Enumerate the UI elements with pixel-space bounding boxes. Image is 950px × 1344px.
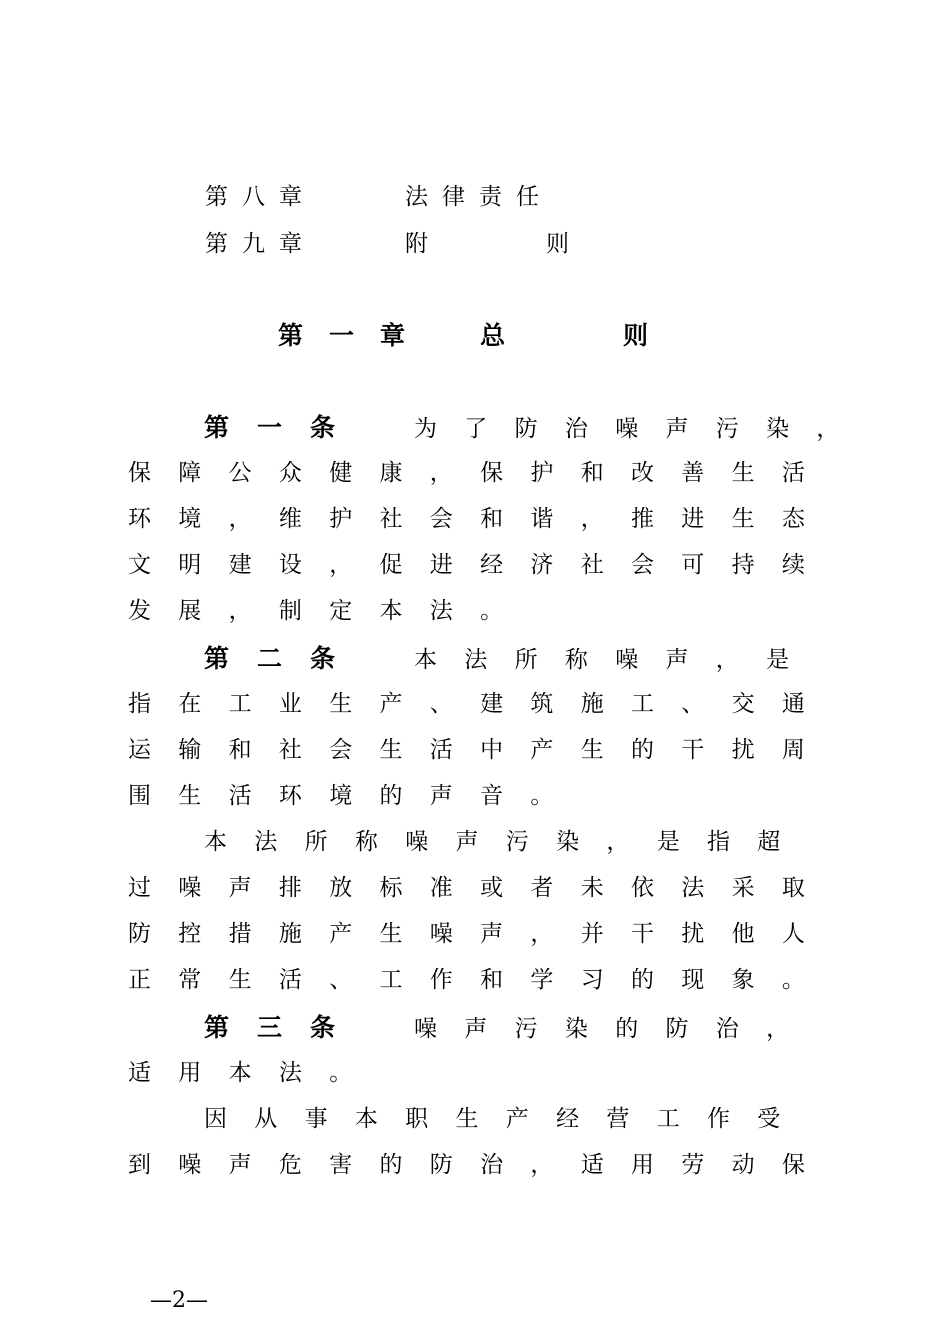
body-line: 防控措施产生噪声，并干扰他人 [128,921,833,947]
article-text: 为了防治噪声污染， [414,416,867,442]
toc-chapter-title: 法律责任 [405,184,553,210]
article-text: 噪声污染的防治， [414,1016,817,1042]
page-number: —2— [150,1288,208,1313]
chapter-heading [278,316,766,352]
body-line: 保障公众健康，保护和改善生活 [128,460,833,486]
body-line: 适用本法。 [128,1060,380,1086]
body-line: 文明建设，促进经济社会可持续 [128,552,833,578]
chapter-heading-label: 第一章 [278,321,432,350]
body-line: 环境，维护社会和谐，推进生态 [128,506,833,532]
body-line: 运输和社会生活中产生的干扰周 [128,737,833,763]
article-text: 本法所称噪声，是 [414,647,817,673]
article-label: 第三条 [204,1013,364,1042]
body-line: 到噪声危害的防治，适用劳动保 [128,1152,833,1178]
body-line: 正常生活、工作和学习的现象。 [128,967,833,993]
chapter-heading-title: 总则 [480,321,767,350]
article-3-first-line [128,1008,848,1054]
body-line: 过噪声排放标准或者未依法采取 [128,875,833,901]
paragraph-first-line: 因从事本职生产经营工作受 [204,1106,808,1132]
toc-chapter-title: 附则 [405,231,687,257]
toc-chapter-label: 第九章 [205,231,316,257]
article-2-first-line [128,639,848,685]
article-1-first-line [128,408,867,454]
article-label: 第二条 [204,644,364,673]
body-line: 发展，制定本法。 [128,598,531,624]
paragraph-first-line: 本法所称噪声污染，是指超 [204,829,808,855]
toc-entry-chapter-8 [205,178,553,211]
body-line: 指在工业生产、建筑施工、交通 [128,691,833,717]
article-label: 第一条 [204,413,364,442]
toc-entry-chapter-9 [205,225,687,258]
body-line: 围生活环境的声音。 [128,783,581,809]
toc-chapter-label: 第八章 [205,184,316,210]
